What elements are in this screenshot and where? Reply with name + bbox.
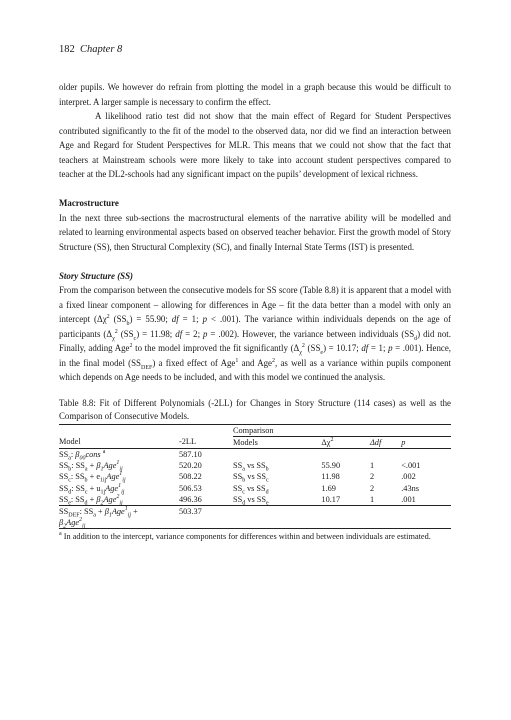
model-cell: $SS_e$: $SS_d + \beta_2Age^2_{ij}$ (59, 493, 123, 507)
2ll-cell: 496.36 (179, 494, 202, 504)
models-cell (233, 448, 321, 460)
comparison-header: Comparison (233, 424, 451, 436)
table-header-row (59, 436, 451, 448)
models-cell: $SS_c$ vs $SS_d$ (233, 483, 269, 496)
df-cell (370, 448, 401, 460)
2ll-cell: 508.22 (179, 472, 202, 482)
p-cell: <.001 (401, 461, 421, 471)
final-model-cell-cont: $\beta_2Age^2_{ij}$ (59, 517, 179, 529)
chi2-cell (321, 448, 370, 460)
header-p: p (401, 436, 451, 448)
2ll-cell: 520.20 (179, 461, 202, 471)
section-heading-macrostructure: Macrostructure (59, 198, 119, 208)
p-cell: .002 (401, 472, 416, 482)
p-cell (401, 448, 451, 460)
body-text (59, 80, 451, 543)
df-cell: 1 (369, 461, 375, 471)
df-cell: 2 (369, 483, 375, 493)
paragraph-4: From the comparison between the consecutive models for SS score (Table 8.8) it is apparent that a model with a fixed linear component – allowing for differences in Age – fit the data better than a model with only an intercept ($\Delta\chi^2$ $(SS_b) = 55.90$; df = 1; p < .001). The variance within individuals depends on the age of participants ($\Delta_\chi^2$ $(SS_c) = 11.98$; df = 2; p = .002). However, the variance between individuals $(SS_d)$ did not. Finally, adding Age$^2$ to the model improved the fit significantly ($\Delta_\chi^2$ $(SS_e) = 10.17$; df = 1; p = .001). Hence, in the final model $(SS_{DEF})$ a fixed effect of Age$^1$ and Age$^2$, as well as a variance within pupils component which depends on Age needs to be included, and with this model we continued the analysis. (59, 285, 452, 382)
header-model: Model (59, 436, 179, 448)
models-cell: $SS_b$ vs $SS_c$ (233, 472, 269, 484)
table-row (59, 471, 451, 482)
header-delta-chi2: $\Delta\chi^2$ (321, 436, 370, 448)
model-fit-table (59, 424, 451, 530)
chi2-cell: 55.90 (321, 461, 341, 471)
table-row (59, 483, 451, 494)
chapter-title: Chapter 8 (80, 44, 123, 55)
header-delta-df: Δdf (370, 436, 401, 448)
chi2-cell: 11.98 (321, 472, 340, 482)
paragraph-1: older pupils. We however do refrain from plotting the model in a graph because this would be difficult to interpret. A larger sample is necessary to confirm the effect. (59, 82, 451, 107)
table-row (59, 448, 451, 460)
2ll-cell: 587.10 (179, 449, 202, 459)
df-cell: 1 (369, 494, 375, 504)
model-cell: $SS_b$: $SS_a + \beta_1Age^1_{ij}$ (59, 460, 123, 473)
models-cell: $SS_d$ vs $SS_e$ (233, 494, 269, 507)
header-models: Models (233, 436, 321, 448)
table-row (59, 494, 451, 506)
header-2ll: -2LL (179, 436, 233, 448)
table-note-text: In addition to the intercept, variance components for differences within and between individuals are estimated. (63, 532, 431, 542)
paragraph-2: A likelihood ratio test did not show that the main effect of Regard for Student Perspectives contributed significantly to the fit of the model to the observed data, nor did we find an interaction between Age and Regard for Student Perspectives for MLR. This means that we could not show that the fact that teachers at Mainstream schools were more likely to take into account student perspectives compared to teacher at the DL2-schools had any significant impact on the pupils’ development of lexical richness. (59, 111, 451, 179)
table-caption: Table 8.8: Fit of Different Polynomials (-2LL) for Changes in Story Structure (114 cases) as well as the Comparison of Consecutive Models. (59, 397, 451, 421)
model-cell: $SS_a$: $\beta_{00}cons$ $^a$ (59, 449, 106, 462)
running-header (59, 44, 122, 55)
2ll-cell: 506.53 (179, 483, 202, 493)
final-model-cell: $SS_{DEF}$: $SS_a + \beta_1Age^1_{ij}$ + (59, 505, 179, 517)
df-cell: 2 (369, 472, 375, 482)
model-cell: $SS_d$: $SS_c + u_{1j}Age^1_{ij}$ (59, 482, 125, 496)
chi2-cell: 1.69 (321, 483, 336, 493)
models-cell: $SS_a$ vs $SS_b$ (233, 461, 269, 473)
p-cell: .43ns (401, 483, 419, 493)
model-cell: $SS_c$: $SS_b + e_{1ij}Age^1_{ij}$ (59, 471, 126, 484)
final-model-row (59, 505, 451, 517)
final-2ll-cell: 503.37 (179, 505, 233, 517)
page-number: 182 (59, 44, 75, 55)
final-model-row-cont (59, 517, 451, 529)
subsection-heading-story-structure: Story Structure (SS) (59, 270, 133, 281)
table-row (59, 460, 451, 471)
chi2-cell: 10.17 (321, 494, 341, 504)
p-cell: .001 (401, 494, 416, 504)
paragraph-3: In the next three sub-sections the macrostructural elements of the narrative ability will be modelled and related to learning environmental aspects based on observed teacher behavior. First the growth model of Story Structure (SS), then Structural Complexity (SC), and finally Internal State Terms (IST) is presented. (59, 212, 451, 252)
table-note: $^a$ In addition to the intercept, variance components for differences within and between individuals are estimated. (59, 531, 431, 542)
